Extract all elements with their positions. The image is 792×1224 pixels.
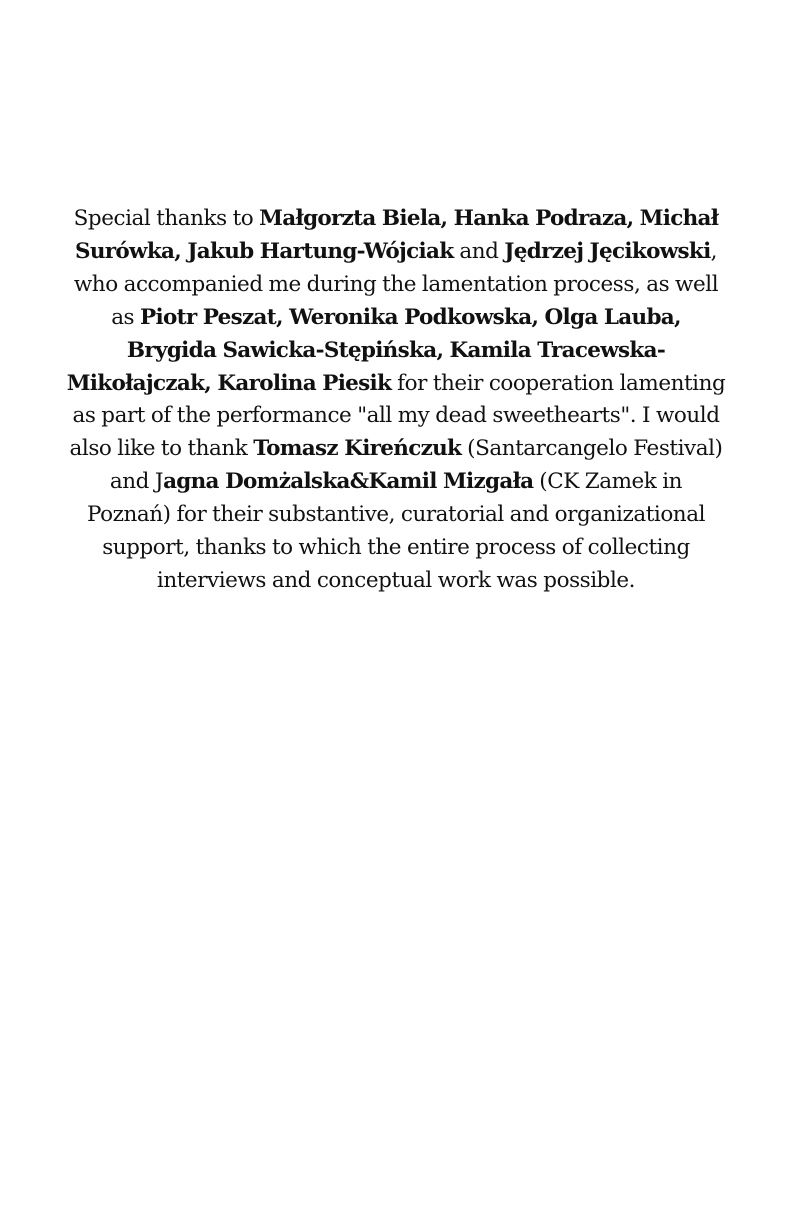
ack-text-and: and bbox=[453, 238, 505, 264]
ack-names-performers: Piotr Peszat, Weronika Podkowska, Olga Lauba, Brygida Sawicka-Stępińska, Kamila Tracewska-Mikołajczak, Karolina Piesik bbox=[66, 304, 681, 396]
ack-text-accompanied: , who accompanied me during the lamentation process, as well as bbox=[73, 238, 719, 330]
ack-text-closing: (CK Zamek in Poznań) for their substantive, curatorial and organizational support, thanks to which the entire process of collecting interviews and conceptual work was possible. bbox=[86, 469, 706, 593]
ack-names-curators: agna Domżalska&Kamil Mizgała bbox=[163, 469, 534, 495]
ack-names-companions: Małgorzta Biela, Hanka Podraza, Michał Surówka, Jakub Hartung-Wójciak bbox=[75, 206, 719, 264]
acknowledgement-paragraph bbox=[66, 203, 726, 598]
ack-text-festival: (Santarcangelo Festival) and J bbox=[109, 436, 723, 495]
ack-text-cooperation: for their cooperation lamenting as part of the performance "all my dead sweethearts". I would also like to thank bbox=[69, 370, 726, 462]
ack-name-kirenczuk: Tomasz Kireńczuk bbox=[253, 436, 462, 462]
ack-text-intro: Special thanks to bbox=[73, 206, 260, 231]
ack-name-jecikowski: Jędrzej Jęcikowski bbox=[504, 238, 711, 264]
